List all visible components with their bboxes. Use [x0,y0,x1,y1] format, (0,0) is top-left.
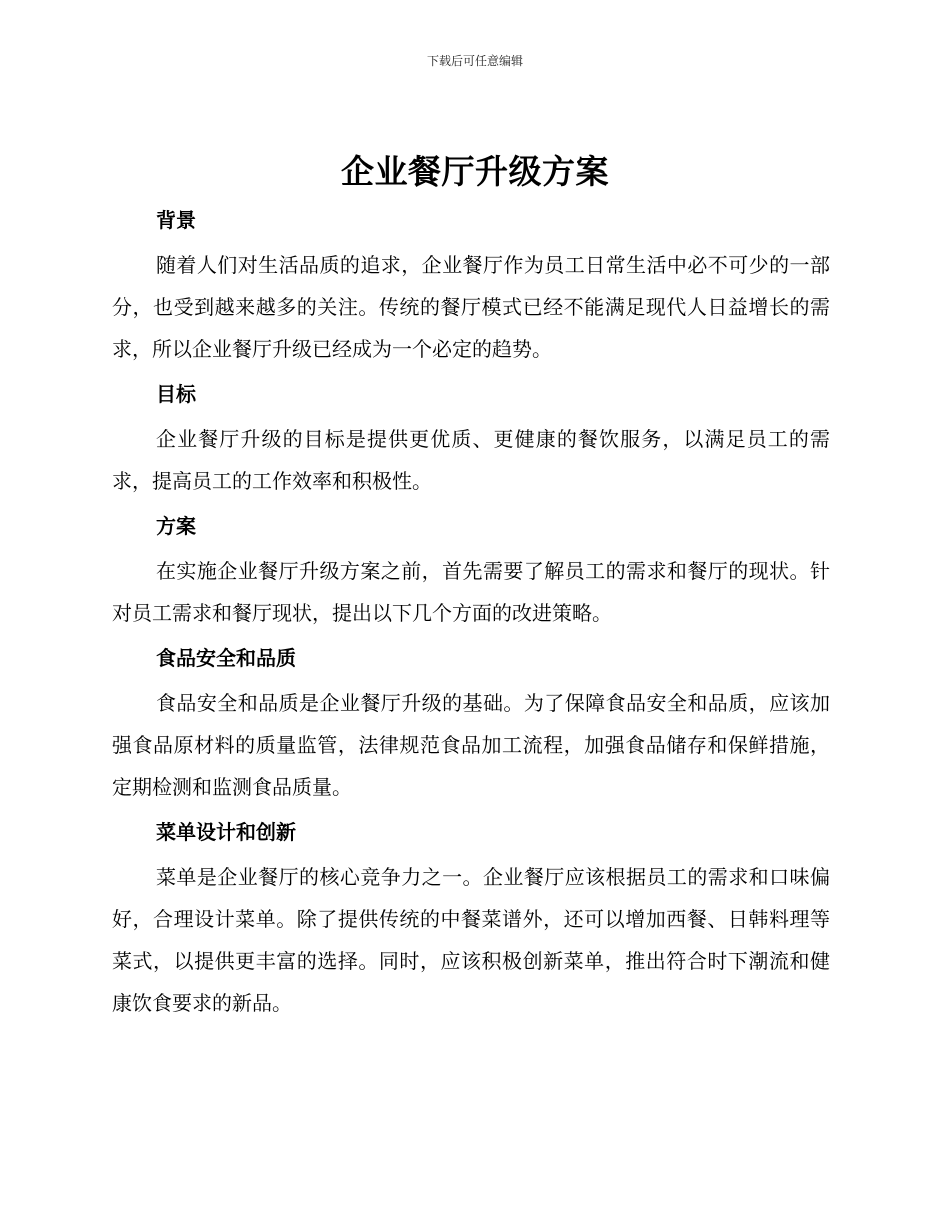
section-paragraph: 企业餐厅升级的目标是提供更优质、更健康的餐饮服务，以满足员工的需求，提高员工的工作效率和积极性。 [112,427,830,493]
section-paragraph: 食品安全和品质是企业餐厅升级的基础。为了保障食品安全和品质，应该加强食品原材料的质量监管，法律规范食品加工流程，加强食品储存和保鲜措施，定期检测和监测食品质量。 [112,691,830,799]
section-paragraph: 菜单是企业餐厅的核心竞争力之一。企业餐厅应该根据员工的需求和口味偏好，合理设计菜单。除了提供传统的中餐菜谱外，还可以增加西餐、日韩料理等菜式，以提供更丰富的选择。同时，应该积极创新菜单，推出符合时下潮流和健康饮食要求的新品。 [112,865,830,1015]
header-note: 下载后可任意编辑 [426,54,523,68]
section-food-safety [112,640,830,814]
section-paragraph: 随着人们对生活品质的追求，企业餐厅作为员工日常生活中必不可少的一部分，也受到越来越多的关注。传统的餐厅模式已经不能满足现代人日益增长的需求，所以企业餐厅升级已经成为一个必定的趋势。 [112,253,830,361]
section-menu-design [112,814,830,1024]
document-body [112,202,830,1024]
section-heading: 方案 [156,514,196,538]
section-heading: 目标 [156,382,196,406]
section-background [112,202,830,376]
section-heading: 菜单设计和创新 [156,820,296,844]
section-heading: 背景 [156,208,196,232]
section-paragraph: 在实施企业餐厅升级方案之前，首先需要了解员工的需求和餐厅的现状。针对员工需求和餐厅现状，提出以下几个方面的改进策略。 [112,559,830,625]
section-plan [112,508,830,640]
document-title: 企业餐厅升级方案 [341,152,609,191]
section-goal [112,376,830,508]
section-heading: 食品安全和品质 [156,646,296,670]
